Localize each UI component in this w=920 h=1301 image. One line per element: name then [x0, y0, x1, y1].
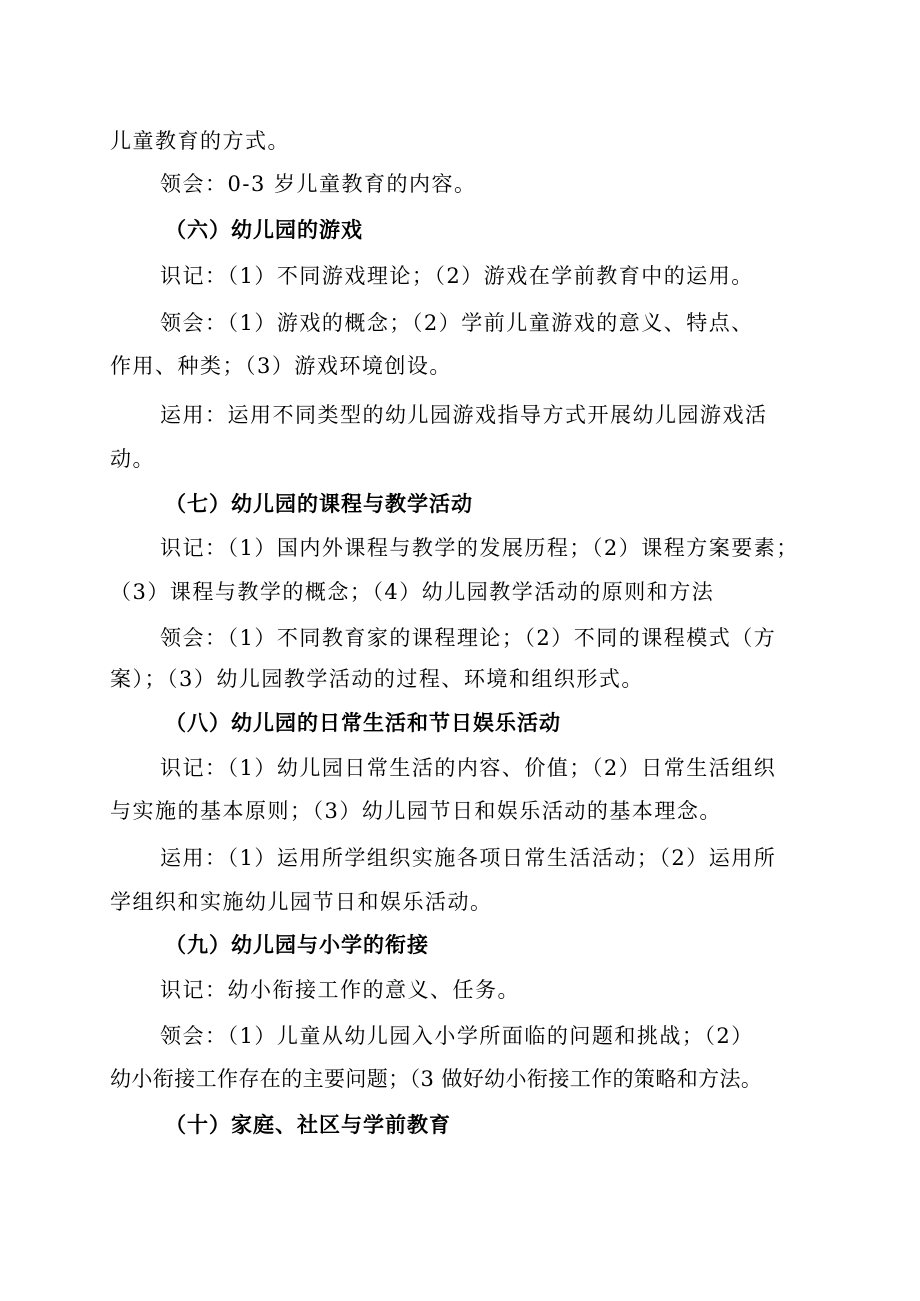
- text-line: 与实施的基本原则；（3）幼儿园节日和娱乐活动的基本理念。: [110, 799, 722, 823]
- section-heading: （九）幼儿园与小学的衔接: [165, 933, 429, 957]
- text-line: 运用：（1）运用所学组织实施各项日常生活活动；（2）运用所: [160, 846, 777, 870]
- text-line: 识记：幼小衔接工作的意义、任务。: [160, 978, 520, 1002]
- section-heading: （七）幼儿园的课程与教学活动: [165, 492, 473, 516]
- section-heading: （十）家庭、社区与学前教育: [165, 1113, 451, 1137]
- text-line: 作用、种类；（3）游戏环境创设。: [110, 354, 452, 378]
- text-line: 领会：（1）不同教育家的课程理论；（2）不同的课程模式（方: [160, 626, 777, 650]
- text-line: 识记：（1）国内外课程与教学的发展历程；（2）课程方案要素；: [160, 536, 799, 560]
- text-line: 识记：（1）幼儿园日常生活的内容、价值；（2）日常生活组织: [160, 756, 777, 780]
- text-line: 幼小衔接工作存在的主要问题；（3 做好幼小衔接工作的策略和方法。: [110, 1067, 763, 1091]
- text-line: （3）课程与教学的概念；（4）幼儿园教学活动的原则和方法: [110, 580, 715, 604]
- text-line: 儿童教育的方式。: [110, 129, 290, 153]
- text-line: 领会：（1）游戏的概念；（2）学前儿童游戏的意义、特点、: [160, 311, 754, 335]
- text-line: 案）；（3）幼儿园教学活动的过程、环境和组织形式。: [110, 667, 644, 691]
- text-line: 领会：0-3 岁儿童教育的内容。: [160, 172, 477, 196]
- text-line: 动。: [110, 447, 155, 471]
- text-line: 运用：运用不同类型的幼儿园游戏指导方式开展幼儿园游戏活: [160, 403, 768, 427]
- section-heading: （六）幼儿园的游戏: [165, 218, 363, 242]
- text-line: 学组织和实施幼儿园节日和娱乐活动。: [110, 890, 493, 914]
- text-line: 识记：（1）不同游戏理论；（2）游戏在学前教育中的运用。: [160, 264, 754, 288]
- section-heading: （八）幼儿园的日常生活和节日娱乐活动: [165, 711, 561, 735]
- text-line: 领会：（1）儿童从幼儿园入小学所面临的问题和挑战；（2）: [160, 1024, 754, 1048]
